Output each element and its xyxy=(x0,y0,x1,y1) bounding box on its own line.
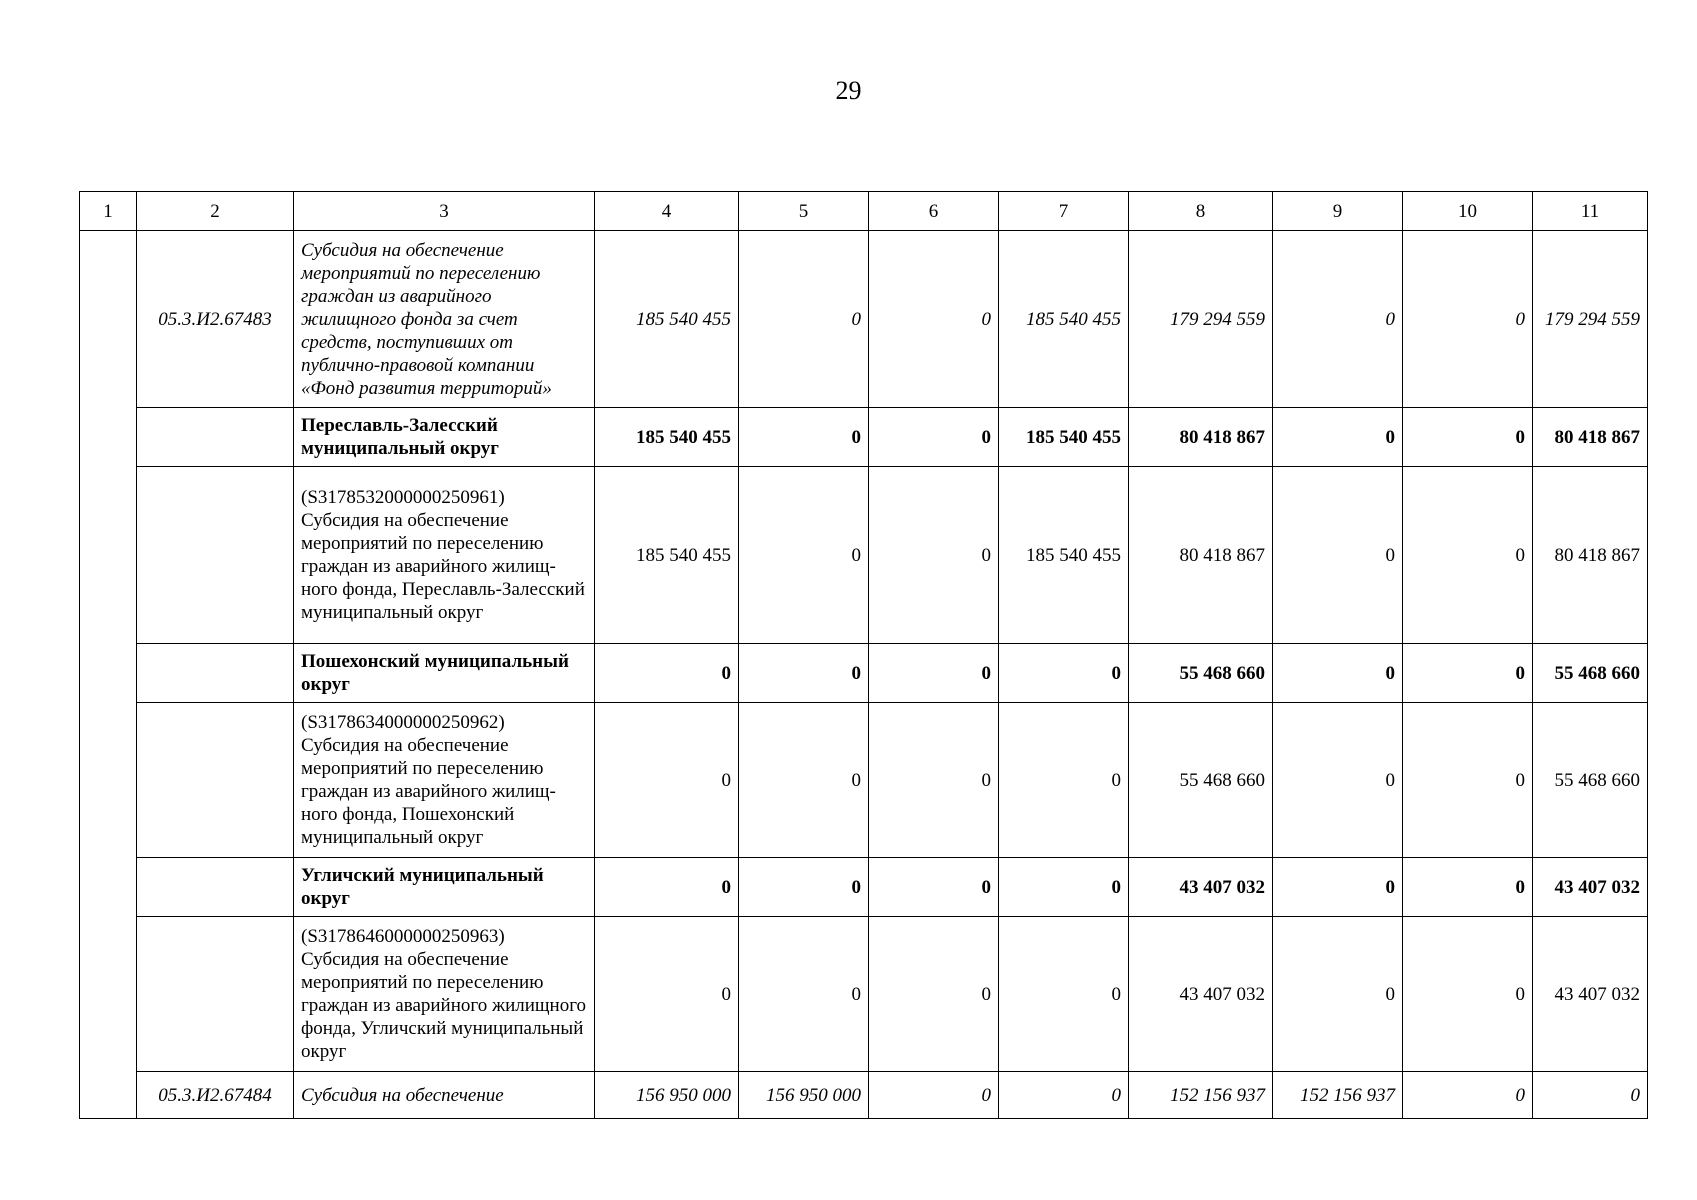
header-cell: 7 xyxy=(999,192,1129,231)
value-cell: 185 540 455 xyxy=(999,467,1129,644)
value-cell: 0 xyxy=(869,703,999,858)
code-cell xyxy=(137,703,294,858)
value-cell: 55 468 660 xyxy=(1533,703,1648,858)
value-cell: 185 540 455 xyxy=(595,231,739,408)
value-cell: 0 xyxy=(1403,644,1533,703)
header-cell: 11 xyxy=(1533,192,1648,231)
value-cell: 0 xyxy=(869,917,999,1072)
header-cell: 9 xyxy=(1273,192,1403,231)
table-row xyxy=(80,231,1648,408)
value-cell: 0 xyxy=(739,644,869,703)
value-cell: 0 xyxy=(595,917,739,1072)
value-cell: 0 xyxy=(869,231,999,408)
value-cell: 80 418 867 xyxy=(1129,408,1273,467)
value-cell: 43 407 032 xyxy=(1129,858,1273,917)
value-cell: 0 xyxy=(999,858,1129,917)
value-cell: 55 468 660 xyxy=(1129,703,1273,858)
value-cell: 0 xyxy=(739,703,869,858)
value-cell: 0 xyxy=(869,644,999,703)
value-cell: 80 418 867 xyxy=(1533,408,1648,467)
value-cell: 185 540 455 xyxy=(595,467,739,644)
value-cell: 0 xyxy=(869,858,999,917)
header-cell: 6 xyxy=(869,192,999,231)
code-cell: 05.3.И2.67483 xyxy=(137,231,294,408)
table-row xyxy=(80,1072,1648,1119)
value-cell: 0 xyxy=(595,703,739,858)
value-cell: 0 xyxy=(999,703,1129,858)
value-cell: 0 xyxy=(739,467,869,644)
value-cell: 0 xyxy=(1403,917,1533,1072)
value-cell: 80 418 867 xyxy=(1533,467,1648,644)
code-cell: 05.3.И2.67484 xyxy=(137,1072,294,1119)
table-row xyxy=(80,703,1648,858)
value-cell: 43 407 032 xyxy=(1533,917,1648,1072)
value-cell: 0 xyxy=(595,858,739,917)
name-cell: (S3178646000000250963) Субсидия на обеспечение мероприятий по переселению граждан из аварийного жилищного фонда, Угличский муниципальный округ xyxy=(294,917,595,1072)
table-row xyxy=(80,644,1648,703)
empty-cell-col1 xyxy=(80,231,137,1119)
value-cell: 152 156 937 xyxy=(1129,1072,1273,1119)
value-cell: 0 xyxy=(1403,231,1533,408)
name-cell: Субсидия на обеспечение мероприятий по переселению граждан из аварийного жилищного фонда за счет средств, поступивших от публично-правовой компании «Фонд развития территорий» xyxy=(294,231,595,408)
value-cell: 0 xyxy=(1403,408,1533,467)
value-cell: 0 xyxy=(595,644,739,703)
value-cell: 0 xyxy=(1273,644,1403,703)
value-cell: 185 540 455 xyxy=(999,408,1129,467)
value-cell: 0 xyxy=(1273,917,1403,1072)
value-cell: 0 xyxy=(1403,858,1533,917)
table-row xyxy=(80,408,1648,467)
header-cell: 5 xyxy=(739,192,869,231)
value-cell: 0 xyxy=(1403,467,1533,644)
value-cell: 55 468 660 xyxy=(1533,644,1648,703)
value-cell: 0 xyxy=(739,917,869,1072)
code-cell xyxy=(137,858,294,917)
value-cell: 0 xyxy=(1533,1072,1648,1119)
header-cell: 8 xyxy=(1129,192,1273,231)
column-number-row xyxy=(80,192,1648,231)
page-number: 29 xyxy=(835,76,862,105)
value-cell: 179 294 559 xyxy=(1129,231,1273,408)
value-cell: 185 540 455 xyxy=(595,408,739,467)
table-row xyxy=(80,858,1648,917)
code-cell xyxy=(137,408,294,467)
value-cell: 0 xyxy=(869,467,999,644)
header-cell: 1 xyxy=(80,192,137,231)
name-cell: Угличский муниципальный округ xyxy=(294,858,595,917)
name-cell: Пошехонский муниципальный округ xyxy=(294,644,595,703)
value-cell: 80 418 867 xyxy=(1129,467,1273,644)
value-cell: 0 xyxy=(1273,231,1403,408)
value-cell: 0 xyxy=(1403,1072,1533,1119)
name-cell: Субсидия на обеспечение xyxy=(294,1072,595,1119)
value-cell: 0 xyxy=(1273,858,1403,917)
table-row xyxy=(80,467,1648,644)
value-cell: 152 156 937 xyxy=(1273,1072,1403,1119)
value-cell: 0 xyxy=(999,917,1129,1072)
budget-table xyxy=(79,191,1648,1119)
value-cell: 0 xyxy=(869,408,999,467)
value-cell: 0 xyxy=(1403,703,1533,858)
value-cell: 43 407 032 xyxy=(1533,858,1648,917)
value-cell: 156 950 000 xyxy=(739,1072,869,1119)
value-cell: 0 xyxy=(739,858,869,917)
value-cell: 156 950 000 xyxy=(595,1072,739,1119)
value-cell: 0 xyxy=(999,644,1129,703)
header-cell: 3 xyxy=(294,192,595,231)
header-cell: 2 xyxy=(137,192,294,231)
value-cell: 0 xyxy=(999,1072,1129,1119)
code-cell xyxy=(137,467,294,644)
value-cell: 55 468 660 xyxy=(1129,644,1273,703)
header-cell: 4 xyxy=(595,192,739,231)
value-cell: 179 294 559 xyxy=(1533,231,1648,408)
value-cell: 0 xyxy=(1273,408,1403,467)
table-row xyxy=(80,917,1648,1072)
code-cell xyxy=(137,644,294,703)
name-cell: (S3178532000000250961) Субсидия на обеспечение мероприятий по переселению граждан из аварийного жилищ-ного фонда, Переславль-Залесский муниципальный округ xyxy=(294,467,595,644)
value-cell: 0 xyxy=(1273,703,1403,858)
name-cell: Переславль-Залесский муниципальный округ xyxy=(294,408,595,467)
code-cell xyxy=(137,917,294,1072)
value-cell: 185 540 455 xyxy=(999,231,1129,408)
value-cell: 0 xyxy=(739,231,869,408)
value-cell: 0 xyxy=(1273,467,1403,644)
value-cell: 0 xyxy=(869,1072,999,1119)
name-cell: (S3178634000000250962) Субсидия на обеспечение мероприятий по переселению граждан из аварийного жилищ-ного фонда, Пошехонский муниципальный округ xyxy=(294,703,595,858)
header-cell: 10 xyxy=(1403,192,1533,231)
value-cell: 43 407 032 xyxy=(1129,917,1273,1072)
value-cell: 0 xyxy=(739,408,869,467)
